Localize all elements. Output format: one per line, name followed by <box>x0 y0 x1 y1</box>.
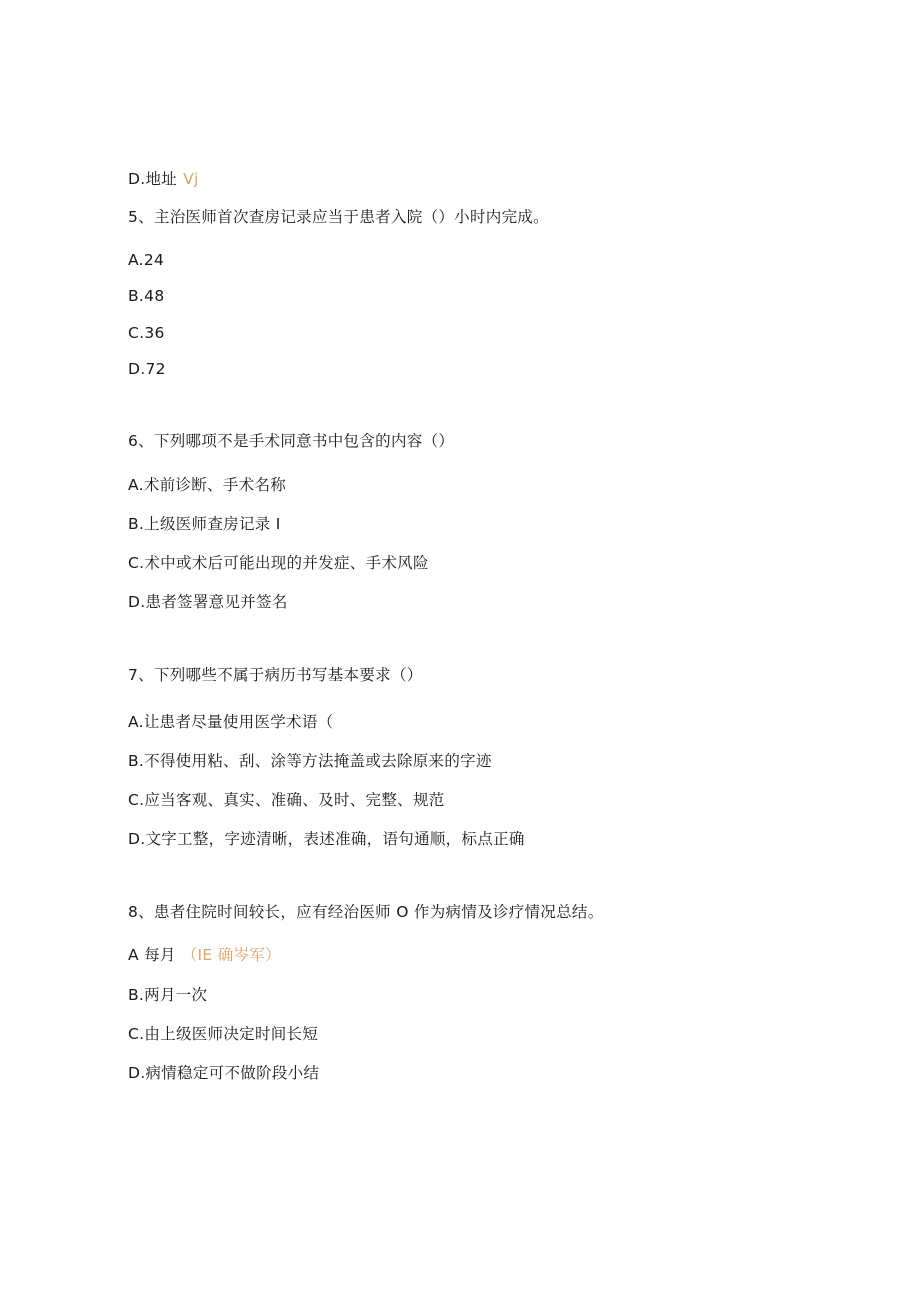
q5-option-a: A.24 <box>128 251 165 269</box>
q4-option-d-text: D.地址 <box>128 170 178 188</box>
q5-question: 5、主治医师首次查房记录应当于患者入院（）小时内完成。 <box>128 208 549 226</box>
q4-option-d-note: Vj <box>183 170 199 188</box>
q8-option-a-note: （IE 确岑军） <box>181 946 281 964</box>
q8-question: 8、患者住院时间较长，应有经治医师 O 作为病情及诊疗情况总结。 <box>128 903 604 921</box>
q5-option-d: D.72 <box>128 360 166 378</box>
q6-option-b: B.上级医师查房记录 I <box>128 515 281 533</box>
q6-question: 6、下列哪项不是手术同意书中包含的内容（） <box>128 432 455 450</box>
q7-option-c: C.应当客观、真实、准确、及时、完整、规范 <box>128 791 445 809</box>
q8-option-b: B.两月一次 <box>128 986 208 1004</box>
q6-option-d: D.患者签署意见并签名 <box>128 593 288 611</box>
q7-option-b: B.不得使用粘、刮、涂等方法掩盖或去除原来的字迹 <box>128 752 492 770</box>
q8-option-a <box>128 945 281 965</box>
q4-option-d <box>128 169 199 189</box>
q7-option-a: A.让患者尽量使用医学术语（ <box>128 713 334 731</box>
q6-option-c: C.术中或术后可能出现的并发症、手术风险 <box>128 554 429 572</box>
q5-option-b: B.48 <box>128 287 165 305</box>
q8-option-c: C.由上级医师决定时间长短 <box>128 1025 319 1043</box>
q8-option-a-text: A 每月 <box>128 946 176 964</box>
q5-option-c: C.36 <box>128 324 165 342</box>
q7-option-d: D.文字工整，字迹清晰，表述准确，语句通顺，标点正确 <box>128 830 525 848</box>
q6-option-a: A.术前诊断、手术名称 <box>128 476 287 494</box>
q8-option-d: D.病情稳定可不做阶段小结 <box>128 1064 320 1082</box>
q7-question: 7、下列哪些不属于病历书写基本要求（） <box>128 666 423 684</box>
